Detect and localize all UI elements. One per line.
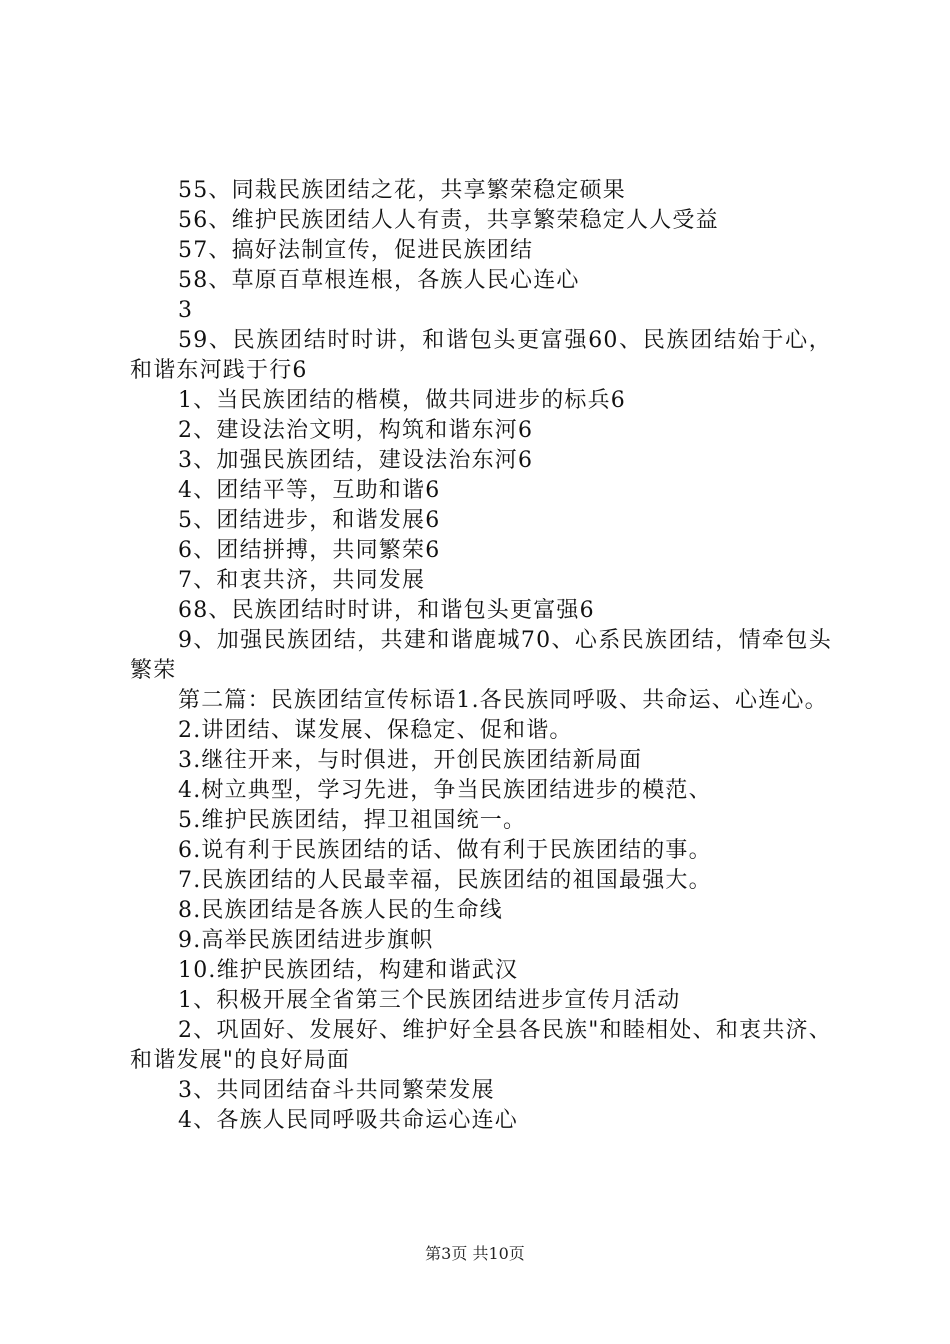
- section-heading-paragraph: 第二篇：民族团结宣传标语1.各民族同呼吸、共命运、心连心。: [178, 688, 828, 713]
- paragraph: 1、积极开展全省第三个民族团结进步宣传月活动: [178, 988, 681, 1013]
- paragraph: 59、民族团结时时讲，和谐包头更富强60、民族团结始于心，和谐东河践于行6: [130, 328, 832, 383]
- paragraph: 4.树立典型，学习先进，争当民族团结进步的模范、: [178, 778, 712, 803]
- page-number-footer: 第3页 共10页: [425, 1244, 525, 1263]
- paragraph: 9、加强民族团结，共建和谐鹿城70、心系民族团结，情牵包头繁荣: [130, 628, 832, 683]
- paragraph: 2、建设法治文明，构筑和谐东河6: [178, 418, 534, 443]
- paragraph: 2.讲团结、谋发展、保稳定、促和谐。: [178, 718, 573, 743]
- document-body: [130, 176, 832, 1136]
- paragraph: 3、加强民族团结，建设法治东河6: [178, 448, 534, 473]
- paragraph: 3.继往开来，与时俱进，开创民族团结新局面: [178, 748, 643, 773]
- paragraph: 3: [178, 298, 194, 323]
- paragraph: 4、团结平等，互助和谐6: [178, 478, 441, 503]
- paragraph: 5.维护民族团结，捍卫祖国统一。: [178, 808, 527, 833]
- paragraph: 7、和衷共济，共同发展: [178, 568, 426, 593]
- paragraph: 5、团结进步，和谐发展6: [178, 508, 441, 533]
- paragraph: 7.民族团结的人民最幸福，民族团结的祖国最强大。: [178, 868, 712, 893]
- paragraph: 10.维护民族团结，构建和谐武汉: [178, 958, 519, 983]
- paragraph: 56、维护民族团结人人有责，共享繁荣稳定人人受益: [178, 208, 719, 233]
- paragraph: 1、当民族团结的楷模，做共同进步的标兵6: [178, 388, 626, 413]
- paragraph: 9.高举民族团结进步旗帜: [178, 928, 434, 953]
- paragraph: 58、草原百草根连根，各族人民心连心: [178, 268, 580, 293]
- paragraph: 6.说有利于民族团结的话、做有利于民族团结的事。: [178, 838, 712, 863]
- paragraph: 6、团结拼搏，共同繁荣6: [178, 538, 441, 563]
- paragraph: 8.民族团结是各族人民的生命线: [178, 898, 503, 923]
- paragraph: 57、搞好法制宣传，促进民族团结: [178, 238, 534, 263]
- paragraph: 55、同栽民族团结之花，共享繁荣稳定硕果: [178, 178, 626, 203]
- paragraph: 68、民族团结时时讲，和谐包头更富强6: [178, 598, 595, 623]
- paragraph: 3、共同团结奋斗共同繁荣发展: [178, 1078, 495, 1103]
- paragraph: 2、巩固好、发展好、维护好全县各民族"和睦相处、和衷共济、和谐发展"的良好局面: [130, 1018, 832, 1073]
- paragraph: 4、各族人民同呼吸共命运心连心: [178, 1108, 518, 1133]
